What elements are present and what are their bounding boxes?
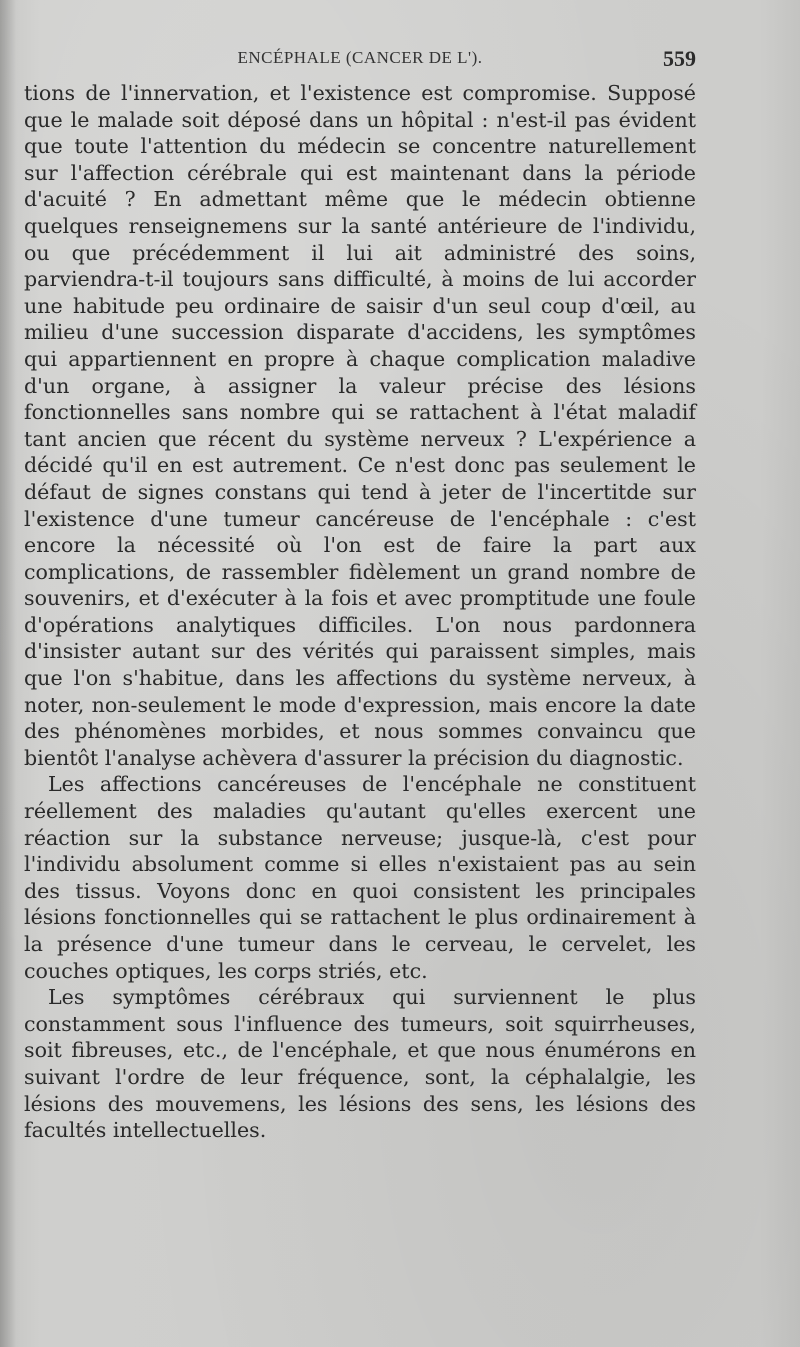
paragraph-1: tions de l'innervation, et l'existence est compromise. Supposé que le malade soit déposé dans un hôpital : n'est-il pas évident que toute l'attention du médecin se concentre naturellement sur l'affection cérébrale qui est maintenant dans la période d'acuité ? En admettant même que le médecin obtienne quelques renseignemens sur la santé antérieure de l'individu, ou que précédemment il lui ait administré des soins, parviendra-t-il toujours sans difficulté, à moins de lui accorder une habitude peu ordinaire de saisir d'un seul coup d'œil, au milieu d'une succession disparate d'accidens, les symptômes qui appartiennent en propre à chaque complication maladive d'un organe, à assigner la valeur précise des lésions fonctionnelles sans nombre qui se rattachent à l'état maladif tant ancien que récent du système nerveux ? L'expérience a décidé qu'il en est autrement. Ce n'est donc pas seulement le défaut de signes constans qui tend à jeter de l'incertitde sur l'existence d'une tumeur cancéreuse de l'encéphale : c'est encore la nécessité où l'on est de faire la part aux complications, de rassembler fidèlement un grand nombre de souvenirs, et d'exécuter à la fois et avec promptitude une foule d'opérations analytiques difficiles. L'on nous pardonnera d'insister autant sur des vérités qui paraissent simples, mais que l'on s'habitue, dans les affections du système nerveux, à noter, non-seulement le mode d'expression, mais encore la date des phénomènes morbides, et nous sommes convaincu que bientôt l'analyse achèvera d'assurer la précision du diagnostic. — [24, 81, 696, 770]
running-head — [24, 46, 696, 74]
gutter-shadow — [0, 0, 16, 1347]
body-text — [24, 80, 696, 1144]
paragraph-3: Les symptômes cérébraux qui surviennent le plus constamment sous l'influence des tumeurs, soit squirrheuses, soit fibreuses, etc., de l'encéphale, et que nous énumérons en suivant l'ordre de leur fréquence, sont, la céphalalgie, les lésions des mouvemens, les lésions des sens, les lésions des facultés intellectuelles. — [24, 985, 696, 1143]
running-title: ENCÉPHALE (CANCER DE L'). — [237, 48, 483, 67]
page-number: 559 — [663, 46, 696, 71]
paragraph-2: Les affections cancéreuses de l'encéphale ne constituent réellement des maladies qu'autant qu'elles exercent une réaction sur la substance nerveuse; jusque-là, c'est pour l'individu absolument comme si elles n'existaient pas au sein des tissus. Voyons donc en quoi consistent les principales lésions fonctionnelles qui se rattachent le plus ordinairement à la présence d'une tumeur dans le cerveau, le cervelet, les couches optiques, les corps striés, etc. — [24, 772, 696, 983]
